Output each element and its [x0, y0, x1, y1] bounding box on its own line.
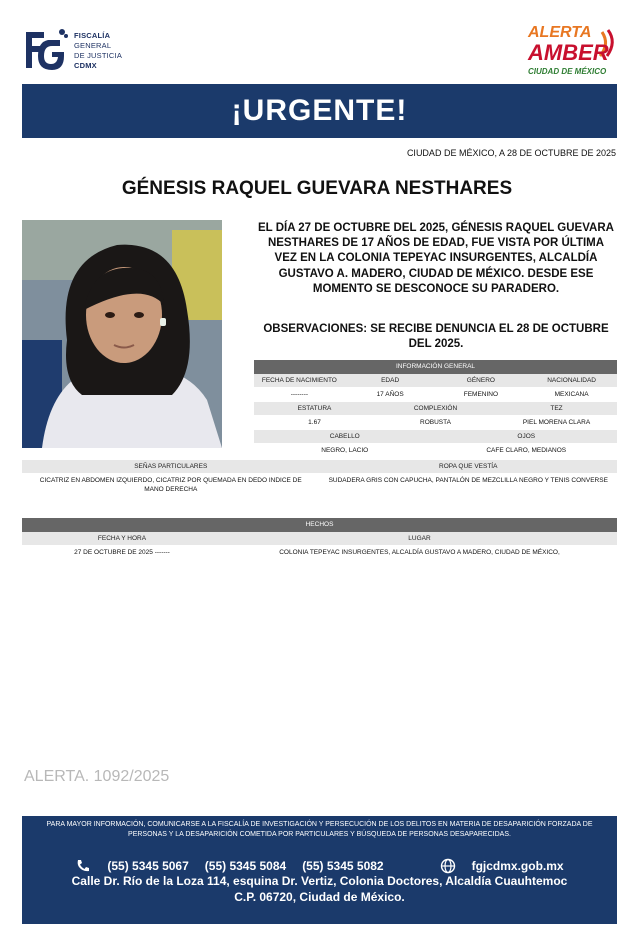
value-clothing: SUDADERA GRIS CON CAPUCHA, PANTALÓN DE MEZCLILLA NEGRO Y TENIS CONVERSE — [328, 477, 608, 484]
info-row1-values — [254, 387, 617, 402]
fgj-mark-icon — [22, 26, 70, 76]
portrait-illustration — [22, 220, 222, 448]
marks-clothing-headers — [22, 460, 617, 473]
value-gender: FEMENINO — [463, 391, 499, 398]
alert-number: ALERTA. 1092/2025 — [24, 768, 170, 785]
address-line1: Calle Dr. Río de la Loza 114, esquina Dr. Vertiz, Colonia Doctores, Alcaldía Cuauhtemoc — [71, 874, 568, 888]
value-datetime: 27 DE OCTUBRE DE 2025 ------- — [74, 549, 170, 556]
case-description: EL DÍA 27 DE OCTUBRE DEL 2025, GÉNESIS RAQUEL GUEVARA NESTHARES DE 17 AÑOS DE EDAD, FUE VISTA POR ÚLTIMA VEZ EN LA COLONIA TEPEYAC INSURGENTES, ALCALDÍA GUSTAVO A. MADERO, CIUDAD DE MÉXICO. DESDE ESE MOMENTO SE DESCONOCE SU PARADERO. — [258, 222, 614, 295]
missing-person-photo — [22, 220, 222, 448]
value-complexion: PIEL MORENA CLARA — [522, 419, 591, 426]
general-info-table — [254, 360, 617, 458]
marks-clothing-table — [22, 460, 617, 494]
info-row2-values — [254, 415, 617, 430]
phone-3[interactable]: (55) 5345 5082 — [302, 859, 384, 873]
fgj-line4: CDMX — [74, 61, 97, 70]
value-marks: CICATRIZ EN ABDOMEN IZQUIERDO, CICATRIZ POR QUEMADA EN DEDO INDICE DE MANO DERECHA — [39, 477, 302, 493]
header-nationality: NACIONALIDAD — [547, 377, 596, 384]
value-build: ROBUSTA — [420, 419, 451, 426]
contact-row — [22, 858, 617, 874]
amber-line1: ALERTA — [528, 24, 592, 41]
general-info-title: INFORMACIÓN GENERAL — [254, 360, 617, 374]
header-hair: CABELLO — [329, 433, 360, 440]
header-complexion: TEZ — [550, 405, 563, 412]
header-gender: GÉNERO — [466, 377, 495, 384]
fgj-line3: DE JUSTICIA — [74, 51, 123, 60]
place-date: CIUDAD DE MÉXICO, A 28 DE OCTUBRE DE 2025 — [406, 148, 616, 158]
fgj-line2: GENERAL — [74, 41, 112, 50]
info-row2-headers — [254, 402, 617, 415]
header-height: ESTATURA — [297, 405, 332, 412]
contact-footer — [22, 816, 617, 924]
footer-notice: PARA MAYOR INFORMACIÓN, COMUNICARSE A LA FISCALÍA DE INVESTIGACIÓN Y PERSECUCIÓN DE LOS DELITOS EN MATERIA DE DESAPARICIÓN FORZADA DE PERSONAS Y LA DESAPARICIÓN COMETIDA POR PARTICULARES Y BÚSQUEDA DE PERSONAS DESAPARECIDAS. — [46, 821, 593, 838]
header-clothing: ROPA QUE VESTÍA — [439, 463, 498, 470]
info-row3-values — [254, 443, 617, 458]
header-datetime: FECHA Y HORA — [97, 535, 147, 542]
website-link[interactable]: fgjcdmx.gob.mx — [471, 859, 564, 873]
header-birthdate: FECHA DE NACIMIENTO — [261, 377, 337, 384]
observations: OBSERVACIONES: SE RECIBE DENUNCIA EL 28 DE OCTUBRE DEL 2025. — [263, 323, 609, 351]
alerta-amber-logo — [528, 22, 620, 84]
header-place: LUGAR — [408, 535, 431, 542]
header-age: EDAD — [381, 377, 400, 384]
phone-2[interactable]: (55) 5345 5084 — [204, 859, 287, 873]
globe-icon — [440, 858, 456, 874]
facts-table — [22, 518, 617, 560]
info-row1-headers — [254, 374, 617, 387]
facts-values — [22, 545, 617, 560]
address-line2: C.P. 06720, Ciudad de México. — [234, 890, 405, 904]
header-eyes: OJOS — [517, 433, 536, 440]
phone-1[interactable]: (55) 5345 5067 — [107, 859, 189, 873]
value-place: COLONIA TEPEYAC INSURGENTES, ALCALDÍA GUSTAVO A MADERO, CIUDAD DE MÉXICO, — [279, 549, 560, 556]
marks-clothing-values — [22, 473, 617, 494]
facts-headers — [22, 532, 617, 545]
value-birthdate: -------- — [290, 391, 309, 398]
value-age: 17 AÑOS — [376, 391, 404, 398]
amber-line3: CIUDAD DE MÉXICO — [528, 67, 607, 76]
value-height: 1.67 — [308, 419, 321, 426]
person-name: GÉNESIS RAQUEL GUEVARA NESTHARES — [121, 178, 513, 199]
value-nationality: MEXICANA — [554, 391, 589, 398]
header-marks: SEÑAS PARTICULARES — [134, 463, 208, 470]
phone-icon — [75, 858, 91, 874]
fgj-logo — [22, 26, 132, 78]
amber-line2: AMBER — [528, 40, 609, 65]
urgent-banner: ¡URGENTE! — [22, 84, 617, 138]
fgj-line1: FISCALÍA — [74, 31, 111, 40]
value-hair: NEGRO, LACIO — [321, 447, 369, 454]
header-build: COMPLEXIÓN — [413, 405, 458, 412]
info-row3-headers — [254, 430, 617, 443]
facts-title: HECHOS — [22, 518, 617, 532]
value-eyes: CAFE CLARO, MEDIANOS — [486, 447, 567, 454]
